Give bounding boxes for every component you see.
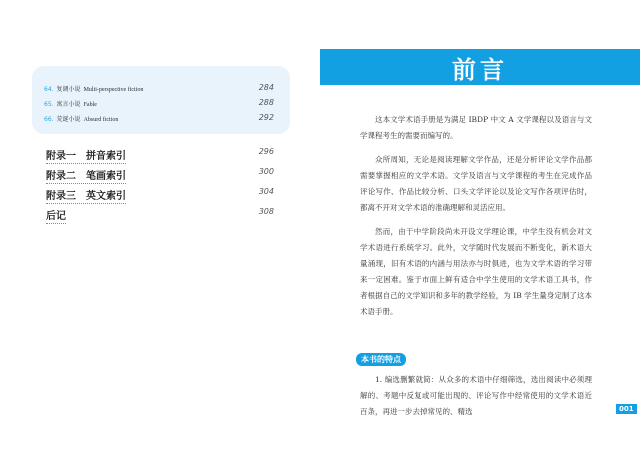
toc-afterword[interactable] (46, 207, 66, 222)
appendix-title: 后记 (46, 211, 66, 222)
toc-item[interactable] (44, 99, 97, 108)
toc-item-page: 284 (258, 83, 274, 92)
preface-paragraph: 这本文学术语手册是为满足 IBDP 中文 A 文学课程以及语言与文学课程考生的需要而编写的。 (360, 115, 592, 140)
appendix-page: 296 (258, 147, 274, 156)
appendix-page: 304 (258, 187, 274, 196)
toc-item-number: 64. (44, 86, 54, 93)
appendix-page: 308 (258, 207, 274, 216)
preface-body (360, 112, 592, 328)
toc-appendix-english-index[interactable] (46, 187, 126, 202)
appendix-title: 附录三 英文索引 (46, 191, 126, 202)
toc-item-english-title: Multi-perspective fiction (83, 87, 144, 93)
preface-title-bar (320, 49, 640, 85)
toc-item-chinese-title: 荒诞小说 (56, 116, 81, 123)
toc-appendix-stroke-index[interactable] (46, 167, 126, 182)
toc-appendix-pinyin-index[interactable] (46, 147, 126, 162)
toc-item-number: 65. (44, 101, 54, 108)
appendix-title: 附录二 笔画索引 (46, 171, 126, 182)
toc-item-english-title: Absurd fiction (83, 117, 119, 123)
section-paragraph: 1. 编选删繁就简：从众多的术语中仔细筛选，选出阅读中必须理解的、考题中反复或可能出现的、评论写作中经常使用的文学术语近百条，再进一步去掉常见的、精选 (360, 375, 592, 416)
preface-paragraph: 众所周知，无论是阅读理解文学作品，还是分析评论文学作品都需要掌握相应的文学术语。文学及语言与文学课程的考生在完成作品评论写作、作品比较分析、口头文学评论以及论文写作各项评估时，都离不开对文学术语的准确理解和灵活应用。 (360, 155, 592, 212)
toc-item-english-title: Fable (83, 102, 97, 108)
toc-item-page: 292 (258, 113, 274, 122)
appendix-page: 300 (258, 167, 274, 176)
appendix-title: 附录一 拼音索引 (46, 151, 126, 162)
toc-item-chinese-title: 寓言小说 (56, 101, 81, 108)
section-body (360, 372, 592, 428)
toc-item[interactable] (44, 84, 143, 93)
toc-item-chinese-title: 复调小说 (56, 86, 81, 93)
toc-item[interactable] (44, 114, 118, 123)
section-heading: 本书的特点 (356, 353, 406, 366)
page-number: 001 (616, 404, 637, 414)
toc-item-number: 66. (44, 116, 54, 123)
preface-paragraph: 然而，由于中学阶段尚未开设文学理论课，中学生没有机会对文学术语进行系统学习。此外，文学随时代发展而不断变化，新术语大量涌现，旧有术语的内涵与用法亦与时俱进，也为文学术语的学习带来一定困难。鉴于市面上鲜有适合中学生使用的文学术语工具书，作者根据自己的文学知识和多年的教学经验，为 IB 学生量身定制了这本术语手册。 (360, 227, 592, 316)
toc-item-page: 288 (258, 98, 274, 107)
preface-title: 前言 (452, 55, 508, 84)
